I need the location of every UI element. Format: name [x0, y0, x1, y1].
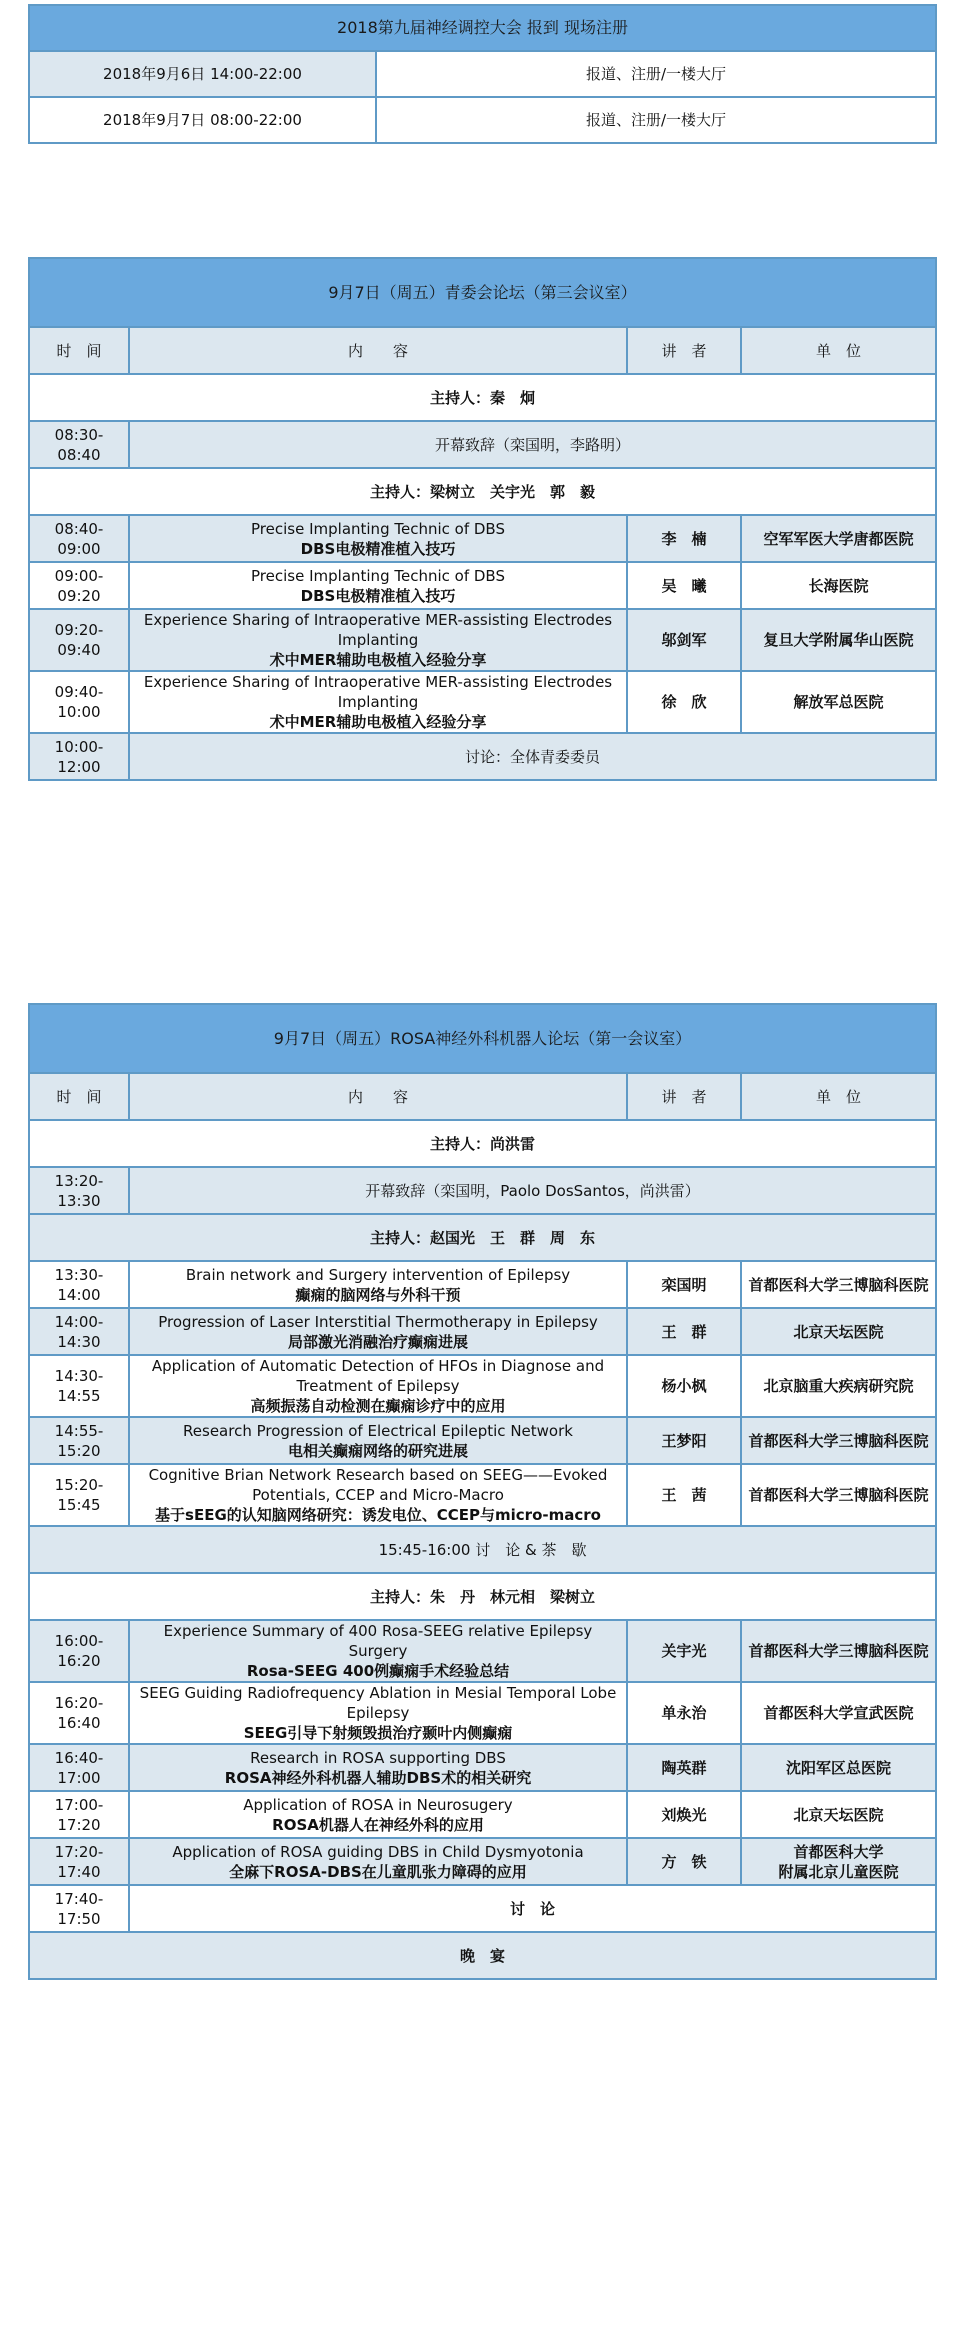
header-content: 内 容 — [129, 327, 627, 374]
host-row: 主持人：赵国光 王 群 周 东 — [29, 1214, 936, 1261]
talk-title-cn: 电相关癫痫网络的研究进展 — [287, 1441, 468, 1460]
session-time: 17:20-17:40 — [29, 1838, 129, 1885]
session-time: 17:40-17:50 — [29, 1885, 129, 1932]
session-time: 14:55-15:20 — [29, 1417, 129, 1464]
session-time: 14:30-14:55 — [29, 1355, 129, 1417]
talk-title-en: Cognitive Brian Network Research based on SEEG——Evoked Potentials, CCEP and Micro-Macro — [148, 1466, 608, 1504]
table-row — [29, 671, 936, 733]
registration-title: 2018第九届神经调控大会 报到 现场注册 — [29, 5, 936, 51]
session-time: 16:20-16:40 — [29, 1682, 129, 1744]
talk-title-en: Precise Implanting Technic of DBS — [251, 519, 505, 538]
talk-title-cn: 癫痫的脑网络与外科干预 — [295, 1285, 461, 1304]
table-row — [29, 1355, 936, 1417]
talk-content — [129, 1417, 627, 1464]
header-speaker: 讲 者 — [627, 1073, 741, 1120]
unit — [741, 1838, 936, 1885]
session-time: 10:00-12:00 — [29, 733, 129, 780]
registration-table — [28, 4, 937, 144]
registration-time: 2018年9月6日 14:00-22:00 — [29, 51, 376, 97]
tea-break: 15:45-16:00 讨 论 & 茶 歇 — [29, 1526, 936, 1573]
session-time: 14:00-14:30 — [29, 1308, 129, 1355]
discussion: 讨论：全体青委委员 — [129, 733, 936, 780]
talk-title-cn: SEEG引导下射频毁损治疗颞叶内侧癫痫 — [243, 1724, 513, 1742]
session-time: 09:40-10:00 — [29, 671, 129, 733]
header-unit: 单 位 — [741, 327, 936, 374]
talk-content — [129, 1308, 627, 1355]
registration-desc: 报道、注册/一楼大厅 — [376, 51, 936, 97]
header-content: 内 容 — [129, 1073, 627, 1120]
unit: 首都医科大学三博脑科医院 — [741, 1620, 936, 1682]
host-row: 主持人：梁树立 关宇光 郭 毅 — [29, 468, 936, 515]
table-row — [29, 1464, 936, 1526]
talk-title-en: Experience Summary of 400 Rosa-SEEG relative Epilepsy Surgery — [163, 1622, 593, 1660]
talk-title-en: Precise Implanting Technic of DBS — [251, 566, 505, 585]
talk-title-en: Brain network and Surgery intervention of Epilepsy — [185, 1265, 571, 1284]
session-time: 17:00-17:20 — [29, 1791, 129, 1838]
table-row — [29, 515, 936, 562]
speaker: 王 群 — [627, 1308, 741, 1355]
talk-title-cn: 高频振荡自动检测在癫痫诊疗中的应用 — [250, 1397, 506, 1415]
speaker: 陶英群 — [627, 1744, 741, 1791]
session-time: 09:20-09:40 — [29, 609, 129, 671]
speaker: 王 茜 — [627, 1464, 741, 1526]
speaker: 单永治 — [627, 1682, 741, 1744]
talk-content — [129, 1355, 627, 1417]
table-row — [29, 1620, 936, 1682]
talk-title-en: Application of ROSA guiding DBS in Child Dysmyotonia — [172, 1842, 584, 1861]
talk-title-cn: Rosa-SEEG 400例癫痫手术经验总结 — [246, 1662, 510, 1680]
registration-desc: 报道、注册/一楼大厅 — [376, 97, 936, 143]
talk-content — [129, 1261, 627, 1308]
unit: 首都医科大学三博脑科医院 — [741, 1417, 936, 1464]
unit: 北京脑重大疾病研究院 — [741, 1355, 936, 1417]
talk-content — [129, 671, 627, 733]
talk-content — [129, 1744, 627, 1791]
unit: 解放军总医院 — [741, 671, 936, 733]
session-time: 08:40-09:00 — [29, 515, 129, 562]
table-row — [29, 1744, 936, 1791]
talk-content — [129, 562, 627, 609]
speaker: 栾国明 — [627, 1261, 741, 1308]
unit: 首都医科大学三博脑科医院 — [741, 1464, 936, 1526]
talk-title-cn: DBS电极精准植入技巧 — [300, 586, 456, 605]
talk-title-en: Progression of Laser Interstitial Thermotherapy in Epilepsy — [158, 1312, 598, 1331]
talk-title-en: SEEG Guiding Radiofrequency Ablation in Mesial Temporal Lobe Epilepsy — [139, 1684, 617, 1722]
unit-line: 首都医科大学 — [793, 1842, 884, 1861]
talk-title-en: Application of Automatic Detection of HFOs in Diagnose and Treatment of Epilepsy — [151, 1357, 605, 1395]
unit: 长海医院 — [741, 562, 936, 609]
table-row — [29, 1791, 936, 1838]
header-unit: 单 位 — [741, 1073, 936, 1120]
speaker: 吴 曦 — [627, 562, 741, 609]
speaker: 刘焕光 — [627, 1791, 741, 1838]
speaker: 邬剑军 — [627, 609, 741, 671]
talk-content — [129, 1791, 627, 1838]
host-row: 主持人：朱 丹 林元相 梁树立 — [29, 1573, 936, 1620]
table-row — [29, 1261, 936, 1308]
talk-content — [129, 1464, 627, 1526]
talk-title-en: Application of ROSA in Neurosugery — [243, 1795, 513, 1814]
table-row — [29, 1682, 936, 1744]
unit: 复旦大学附属华山医院 — [741, 609, 936, 671]
speaker: 关宇光 — [627, 1620, 741, 1682]
talk-content — [129, 1838, 627, 1885]
talk-title-cn: 全麻下ROSA-DBS在儿童肌张力障碍的应用 — [229, 1862, 527, 1881]
unit: 首都医科大学宣武医院 — [741, 1682, 936, 1744]
talk-title-cn: 术中MER辅助电极植入经验分享 — [269, 713, 487, 731]
table-row — [29, 562, 936, 609]
talk-content — [129, 515, 627, 562]
talk-title-cn: 术中MER辅助电极植入经验分享 — [269, 651, 487, 669]
unit: 空军军医大学唐都医院 — [741, 515, 936, 562]
registration-time: 2018年9月7日 08:00-22:00 — [29, 97, 376, 143]
unit: 北京天坛医院 — [741, 1791, 936, 1838]
session-time: 15:20-15:45 — [29, 1464, 129, 1526]
host-row: 主持人：秦 炯 — [29, 374, 936, 421]
talk-title-en: Research in ROSA supporting DBS — [250, 1748, 506, 1767]
table-row — [29, 1308, 936, 1355]
speaker: 王梦阳 — [627, 1417, 741, 1464]
table-row — [29, 609, 936, 671]
table-row — [29, 1417, 936, 1464]
session-time: 09:00-09:20 — [29, 562, 129, 609]
talk-title-cn: 基于sEEG的认知脑网络研究：诱发电位、CCEP与micro-macro — [155, 1506, 601, 1524]
unit: 首都医科大学三博脑科医院 — [741, 1261, 936, 1308]
speaker: 徐 欣 — [627, 671, 741, 733]
unit: 北京天坛医院 — [741, 1308, 936, 1355]
speaker: 李 楠 — [627, 515, 741, 562]
talk-title-en: Experience Sharing of Intraoperative MER-assisting Electrodes Implanting — [143, 611, 613, 649]
header-speaker: 讲 者 — [627, 327, 741, 374]
session-time: 13:30-14:00 — [29, 1261, 129, 1308]
table-row — [29, 1838, 936, 1885]
talk-content — [129, 1620, 627, 1682]
forum-title: 9月7日（周五）青委会论坛（第三会议室） — [29, 258, 936, 327]
unit: 沈阳军区总医院 — [741, 1744, 936, 1791]
header-time: 时 间 — [29, 1073, 129, 1120]
session-time: 16:00-16:20 — [29, 1620, 129, 1682]
talk-title-en: Experience Sharing of Intraoperative MER-assisting Electrodes Implanting — [143, 673, 613, 711]
talk-title-cn: ROSA神经外科机器人辅助DBS术的相关研究 — [224, 1768, 532, 1787]
unit-line: 附属北京儿童医院 — [778, 1862, 899, 1881]
speaker: 杨小枫 — [627, 1355, 741, 1417]
talk-title-cn: 局部激光消融治疗癫痫进展 — [287, 1332, 468, 1351]
opening-remarks: 开幕致辞（栾国明，Paolo DosSantos，尚洪雷） — [129, 1167, 936, 1214]
talk-content — [129, 609, 627, 671]
host-row: 主持人：尚洪雷 — [29, 1120, 936, 1167]
opening-remarks: 开幕致辞（栾国明，李路明） — [129, 421, 936, 468]
dinner: 晚 宴 — [29, 1932, 936, 1979]
rosa-forum-table — [28, 1003, 937, 1980]
forum-title: 9月7日（周五）ROSA神经外科机器人论坛（第一会议室） — [29, 1004, 936, 1073]
session-time: 13:20-13:30 — [29, 1167, 129, 1214]
discussion: 讨 论 — [129, 1885, 936, 1932]
session-time: 08:30-08:40 — [29, 421, 129, 468]
speaker: 方 铁 — [627, 1838, 741, 1885]
header-time: 时 间 — [29, 327, 129, 374]
talk-title-cn: ROSA机器人在神经外科的应用 — [272, 1815, 484, 1834]
talk-content — [129, 1682, 627, 1744]
youth-forum-table — [28, 257, 937, 781]
talk-title-en: Research Progression of Electrical Epileptic Network — [183, 1421, 573, 1440]
talk-title-cn: DBS电极精准植入技巧 — [300, 539, 456, 558]
session-time: 16:40-17:00 — [29, 1744, 129, 1791]
